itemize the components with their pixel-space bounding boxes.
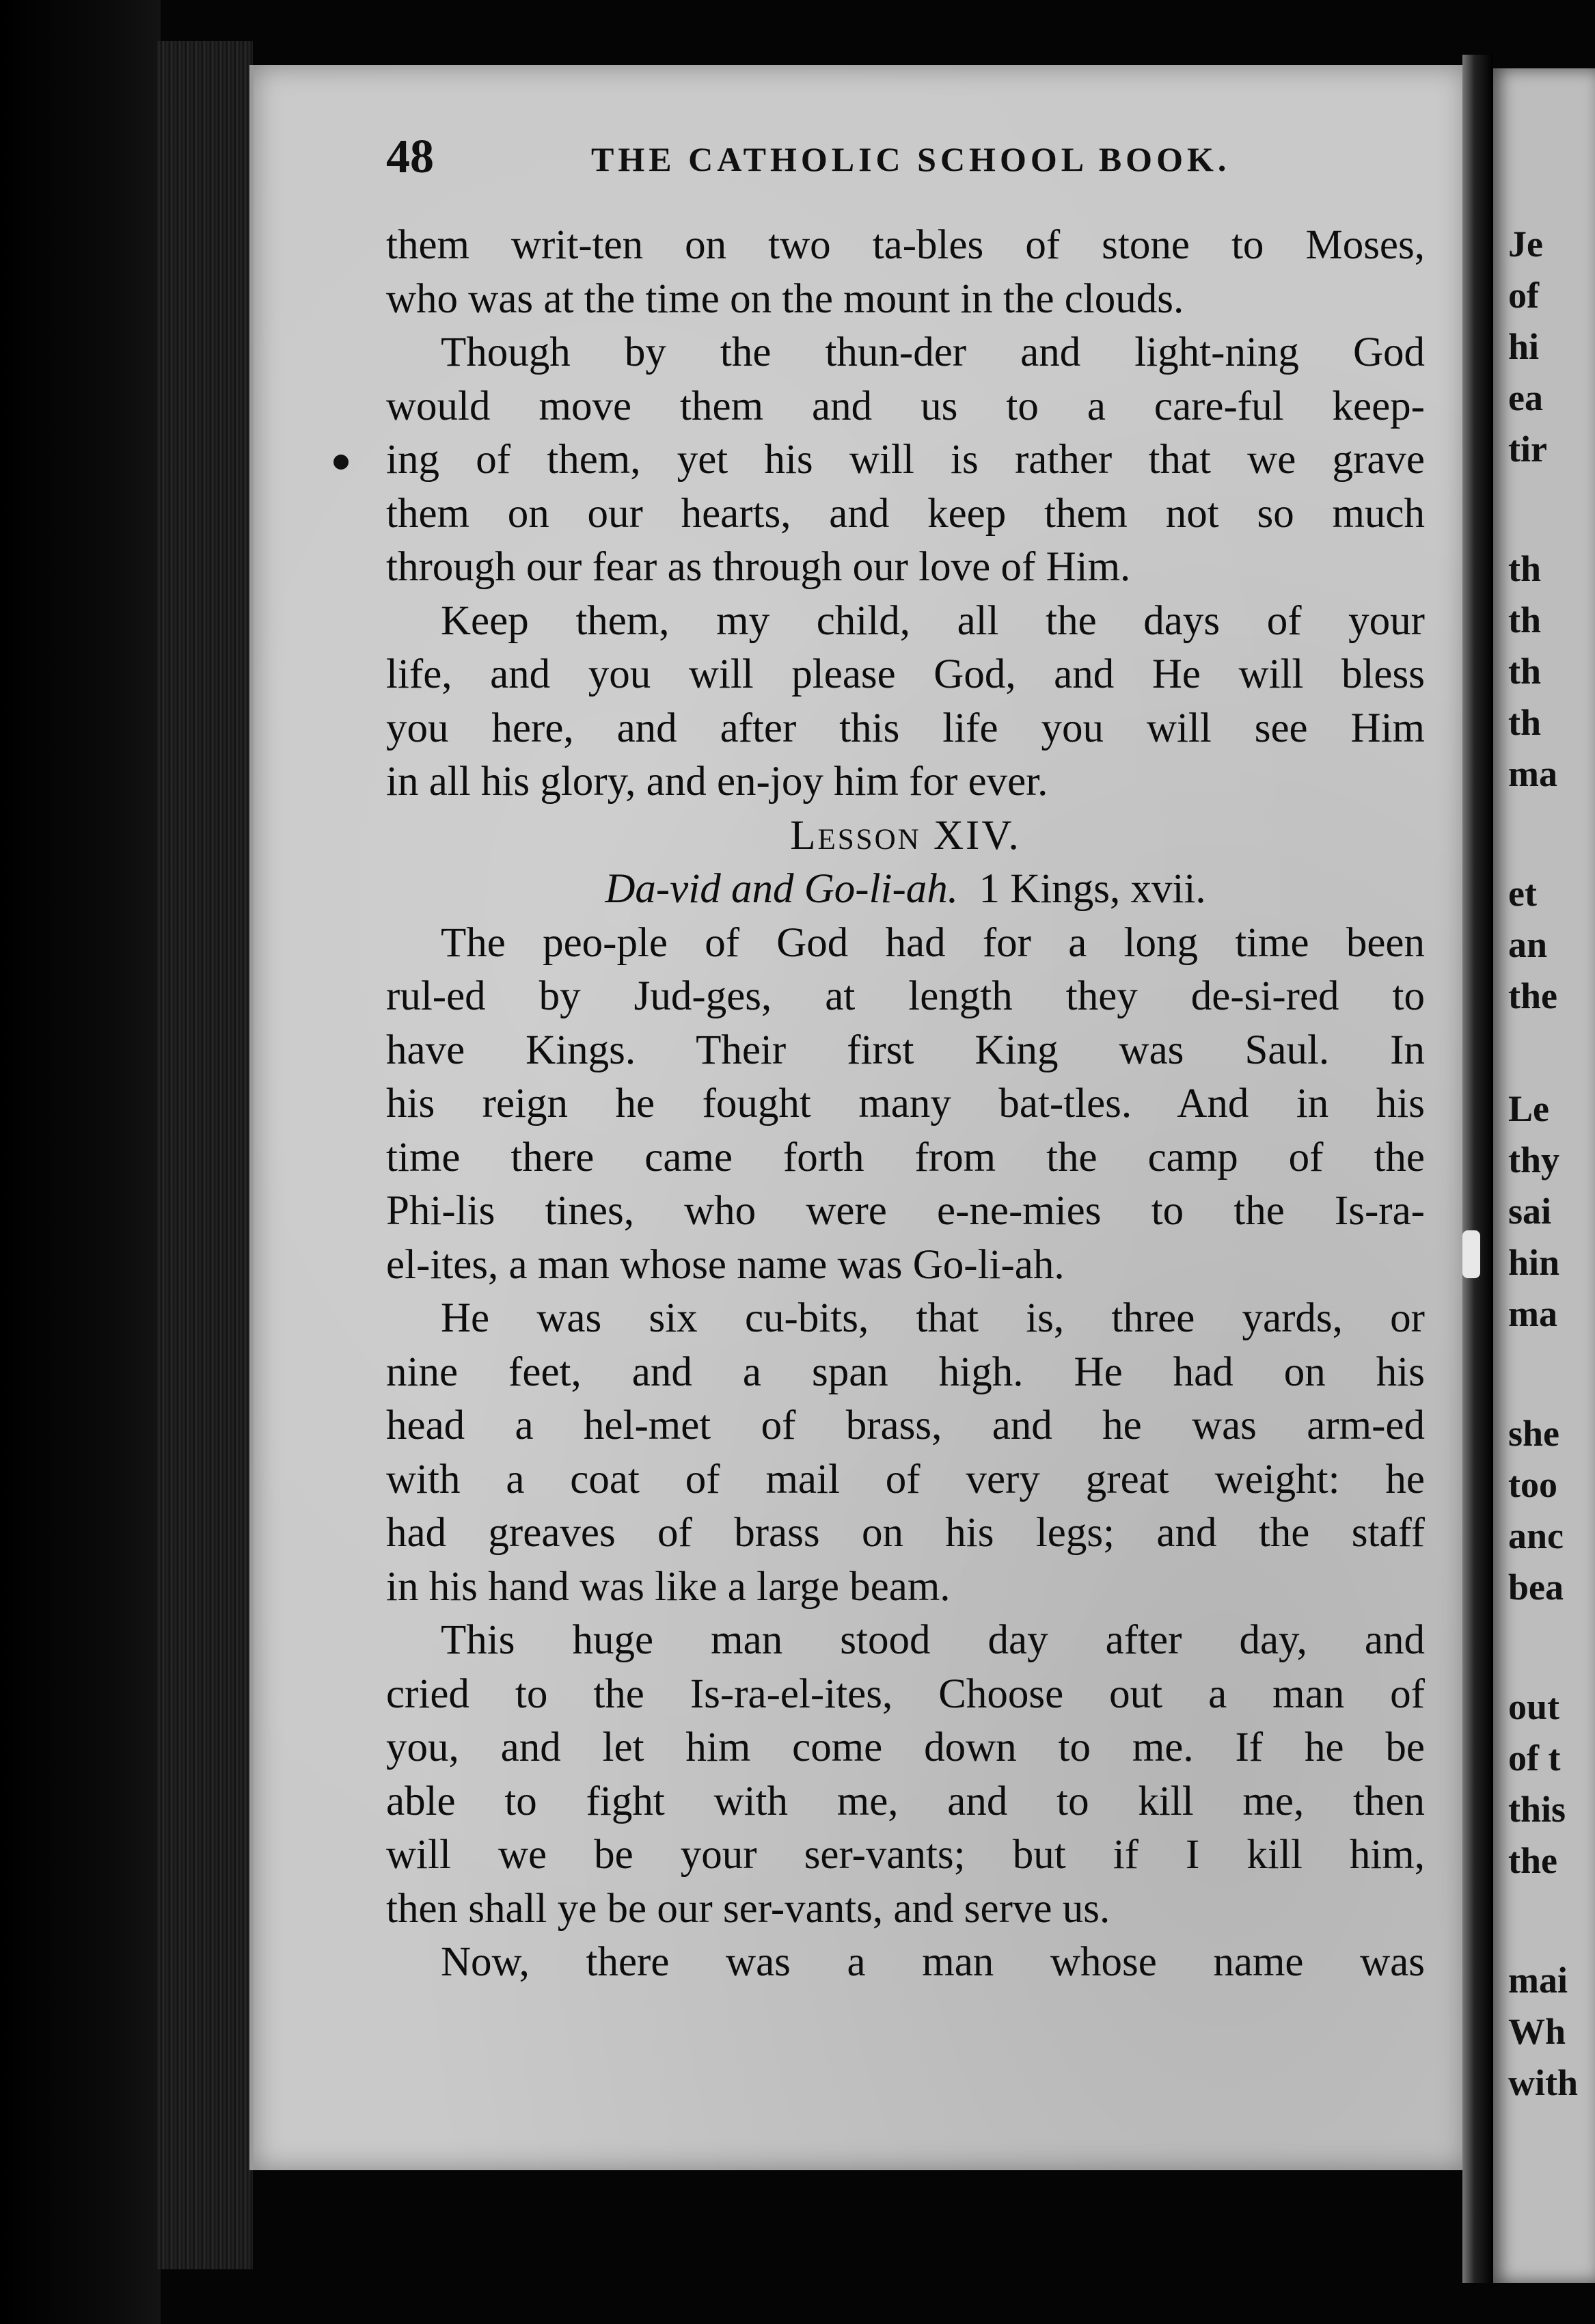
body-text [386,219,1425,1990]
text-line: The peo-ple of God had for a long time been [441,919,1425,966]
gutter-shadow [1462,55,1493,2283]
facing-fragment: anc [1508,1515,1564,1556]
facing-fragment: out [1508,1686,1560,1727]
facing-fragment: Le [1508,1088,1549,1129]
page-edges [157,41,253,2269]
lesson-heading: Lesson XIV. [790,812,1021,859]
text-line: nine feet, and a span high. He had on his [386,1349,1425,1395]
text-line: with a coat of mail of very great weight: he [386,1456,1425,1502]
text-line: them writ-ten on two ta-bles of stone to Moses, [386,222,1425,268]
facing-fragment: mai [1508,1960,1568,2001]
facing-page [1493,68,1595,2283]
text-line: through our fear as through our love of Him. [386,544,1131,590]
text-line: will we be your ser-vants; but if I kill him, [386,1832,1425,1878]
running-head [386,130,1398,185]
text-line: them on our hearts, and keep them not so much [386,490,1425,537]
facing-fragment: too [1508,1464,1557,1505]
text-line: then shall ye be our ser-vants, and serve us. [386,1885,1110,1932]
scripture-reference: 1 Kings, xvii. [979,866,1206,912]
facing-fragment: she [1508,1413,1560,1454]
text-line: Phi-lis tines, who were e-ne-mies to the Is-ra- [386,1188,1425,1234]
facing-fragment: th [1508,548,1542,589]
text-line: el-ites, a man whose name was Go-li-ah. [386,1241,1065,1288]
book-title: THE CATHOLIC SCHOOL BOOK. [591,140,1231,178]
text-line: who was at the time on the mount in the clouds. [386,275,1184,322]
facing-fragment: the [1508,1840,1557,1881]
text-line: rul-ed by Jud-ges, at length they de-si-red to [386,973,1425,1019]
text-line: you, and let him come down to me. If he be [386,1725,1425,1770]
text-line: in all his glory, and en-joy him for ever. [386,759,1048,805]
text-line: would move them and us to a care-ful keep- [386,383,1425,429]
facing-fragment: th [1508,651,1542,692]
facing-fragment: with [1508,2062,1579,2103]
text-line: have Kings. Their first King was Saul. In [386,1027,1425,1073]
text-line: his reign he fought many bat-tles. And in his [386,1081,1425,1126]
text-line: in his hand was like a large beam. [386,1563,951,1610]
text-line: Keep them, my child, all the days of your [441,597,1425,644]
text-line: life, and you will please God, and He will bless [386,651,1425,697]
facing-fragment: this [1508,1789,1566,1830]
facing-fragment: an [1508,924,1548,965]
text-line: Though by the thun-der and light-ning God [441,329,1425,375]
lesson-title: Da-vid and Go-li-ah. [605,866,959,912]
text-line: head a hel-met of brass, and he was arm-ed [386,1403,1425,1448]
facing-fragment: of t [1508,1738,1561,1779]
facing-fragment: of [1508,275,1539,316]
lesson-subtitle [386,863,1425,917]
facing-fragment: ma [1508,1293,1557,1334]
text-line: time there came forth from the camp of the [386,1134,1425,1180]
facing-fragment: hi [1508,326,1540,367]
facing-fragment: tir [1508,429,1547,470]
text-line: you here, and after this life you will see Him [386,705,1425,751]
facing-fragment: hin [1508,1242,1560,1283]
text-line: cried to the Is-ra-el-ites, Choose out a man of [386,1671,1425,1717]
facing-fragment: Wh [1508,2011,1566,2052]
page-number: 48 [386,131,434,183]
facing-fragment: sai [1508,1191,1552,1232]
facing-fragment: ma [1508,753,1557,794]
page-clip-mark [1462,1230,1480,1278]
text-line: able to fight with me, and to kill me, then [386,1778,1425,1824]
book-binding [0,0,161,2324]
facing-fragment: et [1508,873,1537,914]
text-line: Now, there was a man whose name was [441,1939,1425,1985]
facing-fragment: Je [1508,224,1543,265]
text-line: had greaves of brass on his legs; and the staff [386,1510,1425,1556]
text-line: He was six cu-bits, that is, three yards, or [441,1295,1425,1341]
facing-fragment: th [1508,702,1542,743]
facing-fragment: the [1508,975,1557,1016]
facing-fragment: th [1508,599,1542,640]
text-line: ing of them, yet his will is rather that we grave [386,437,1425,483]
margin-mark [333,455,349,470]
text-line: This huge man stood day after day, and [441,1617,1425,1663]
facing-fragment: bea [1508,1567,1564,1608]
facing-fragment: thy [1508,1139,1560,1180]
facing-fragment: ea [1508,377,1543,418]
